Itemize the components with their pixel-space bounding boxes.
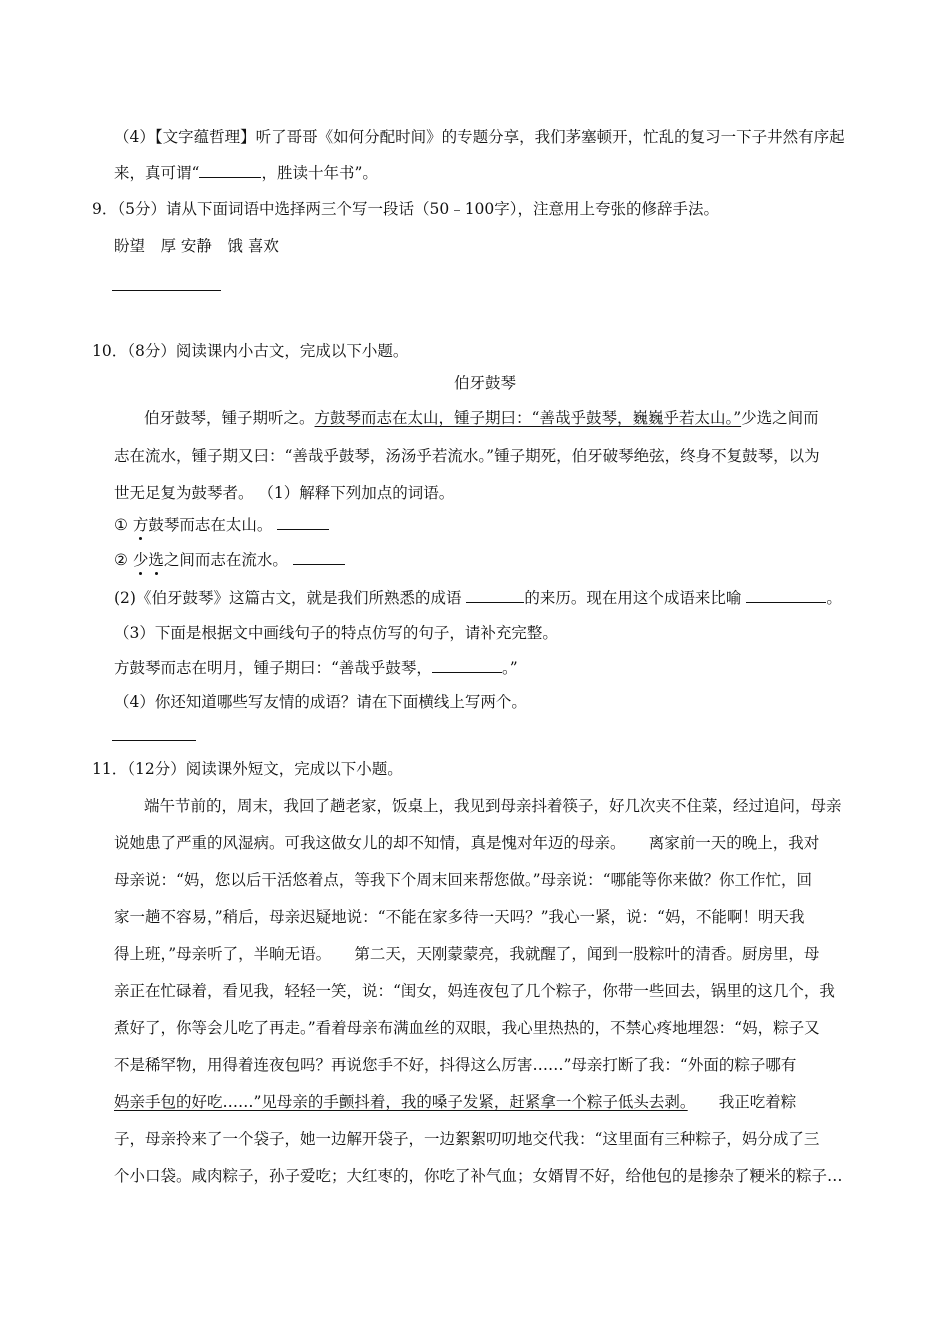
q9-stem: 9．（5分）请从下面词语中选择两三个写一段话（50﹣100字），注意用上夸张的修辞手法。 [92,200,720,218]
q10-stem: 10．（8分）阅读课内小古文，完成以下小题。 [92,342,409,360]
dotted-word: 选 [148,551,164,569]
q10-passage-line3: 世无足复为鼓琴者。 （1）解释下列加点的词语。 [114,484,455,502]
q10-passage-line1 [144,408,819,428]
q11-passage-line9 [114,1092,796,1112]
q10-sub4-answer-line[interactable] [112,740,196,741]
q10-sub2-text-a: (2)《伯牙鼓琴》这篇古文，就是我们所熟悉的成语 [114,589,462,607]
q10-sub3-imitation [114,658,518,678]
dotted-word: 方 [132,516,149,534]
q11-passage-line11: 个小口袋。咸肉粽子，孙子爱吃；大红枣的，你吃了补气血；女婿胃不好，给他包的是掺杂了粳米的粽子… [114,1167,843,1185]
q10-passage-text-cont: 少选之间而 [741,409,819,427]
q10-sub3-text-a: 方鼓琴而志在明月，锺子期曰：“善哉乎鼓琴， [114,659,432,677]
circled-number: ② [114,551,128,569]
q10-passage-text: 伯牙鼓琴，锺子期听之。 [144,409,315,427]
q11-passage-line5: 得上班，”母亲听了，半晌无语。 第二天，天刚蒙蒙亮，我就醒了，闻到一股粽叶的清香。厨房里，母 [114,945,820,963]
q11-passage-line7: 煮好了，你等会儿吃了再走。”看着母亲布满血丝的双眼，我心里热热的，不禁心疼地埋怨：“妈，粽子又 [114,1019,820,1037]
q11-passage-line4: 家一趟不容易，”稍后，母亲迟疑地说：“不能在家多待一天吗？”我心一紧，说：“妈，不能啊！明天我 [114,908,805,926]
q8-4-line2 [114,163,378,183]
q10-sub2-text-b: 的来历。现在用这个成语来比喻 [524,589,742,607]
q10-sub2-blank-idiom[interactable] [466,588,524,603]
item-text: 鼓琴而志在太山。 [148,516,273,534]
q8-4-answer-blank[interactable] [199,163,261,178]
q11-underlined-sentence: 妈亲手包的好吃……”见母亲的手颤抖着，我的嗓子发紧，赶紧拿一个粽子低头去剥。 [114,1093,688,1111]
q11-passage-line1: 端午节前的，周末，我回了趟老家，饭桌上，我见到母亲抖着筷子，好几次夹不住菜，经过追问，母亲 [144,797,842,815]
q10-sub3-blank[interactable] [432,658,502,673]
q10-passage-line2: 志在流水，锺子期又曰：“善哉乎鼓琴，汤汤乎若流水。”锺子期死，伯牙破琴绝弦，终身不复鼓琴，以为 [114,447,820,465]
q10-sub2 [114,588,842,608]
q10-sub1-item1 [114,515,329,535]
dotted-word: 少 [132,551,149,569]
item-text: 之间而志在流水。 [163,551,288,569]
q9-answer-line[interactable] [112,290,221,291]
q11-passage-line2: 说她患了严重的风湿病。可我这做女儿的却不知情，真是愧对年迈的母亲。 离家前一天的晚上，我对 [114,834,820,852]
q10-underlined-sentence: 方鼓琴而志在太山，锺子期曰：“善哉乎鼓琴，巍巍乎若太山。” [314,409,742,427]
q10-passage-title: 伯牙鼓琴 [453,374,516,392]
q10-sub2-text-c: 。 [826,589,842,607]
q11-passage-text: 我正吃着粽 [687,1093,797,1111]
q10-sub1-blank2[interactable] [293,550,345,565]
q8-4-line1: （4）【文字蕴哲理】听了哥哥《如何分配时间》的专题分享，我们茅塞顿开，忙乱的复习一下子井然有序起 [114,128,845,146]
q11-passage-line10: 子，母亲拎来了一个袋子，她一边解开袋子，一边絮絮叨叨地交代我：“这里面有三种粽子，妈分成了三 [114,1130,820,1148]
q10-sub4: （4）你还知道哪些写友情的成语？请在下面横线上写两个。 [114,693,527,711]
q10-sub1-blank1[interactable] [277,515,329,530]
q11-stem: 11．（12分）阅读课外短文，完成以下小题。 [92,760,403,778]
q11-passage-line8: 不是稀罕物，用得着连夜包吗？再说您手不好，抖得这么厉害……”母亲打断了我：“外面的粽子哪有 [114,1056,797,1074]
q10-sub3: （3）下面是根据文中画线句子的特点仿写的句子，请补充完整。 [114,624,558,642]
q11-passage-line6: 亲正在忙碌着，看见我，轻轻一笑，说：“闺女，妈连夜包了几个粽子，你带一些回去，锅里的这几个，我 [114,982,835,1000]
q10-sub2-blank-meaning[interactable] [746,588,826,603]
circled-number: ① [114,516,128,534]
q10-sub1-item2 [114,550,345,570]
q10-sub3-text-b: 。” [501,659,518,677]
q8-4-text-b: ，胜读十年书”。 [261,164,378,182]
q8-4-text-a: 来，真可谓“ [114,164,200,182]
q9-word-list: 盼望 厚 安静 饿 喜欢 [114,237,279,255]
q11-passage-line3: 母亲说：“妈，您以后干活悠着点，等我下个周末回来帮您做。”母亲说：“哪能等你来做？你工作忙，回 [114,871,813,889]
